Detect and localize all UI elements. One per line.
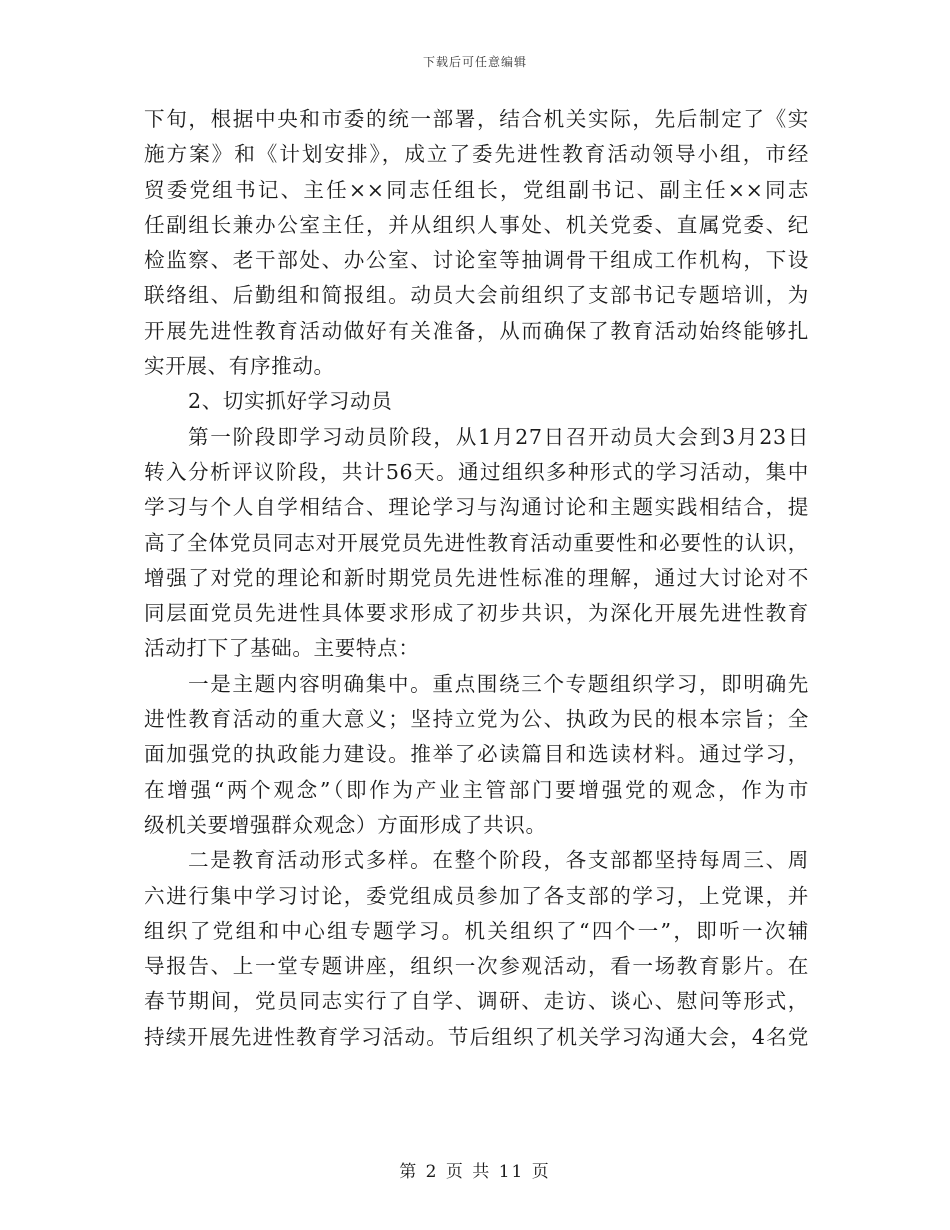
page-number: 第 2 页 共 11 页 — [399, 1162, 551, 1182]
paragraph-line: 面加强党的执政能力建设。推举了必读篇目和选读材料。通过学习， — [144, 742, 809, 767]
paragraph-line: 在增强“两个观念”（即作为产业主管部门要增强党的观念，作为市 — [144, 777, 809, 802]
paragraph-line: 组织了党组和中心组专题学习。机关组织了“四个一”，即听一次辅 — [144, 918, 809, 943]
paragraph-line: 春节期间，党员同志实行了自学、调研、走访、谈心、慰问等形式， — [144, 989, 809, 1014]
paragraph-line: 联络组、后勤组和简报组。动员大会前组织了支部书记专题培训，为 — [144, 283, 809, 308]
paragraph-line: 六进行集中学习讨论，委党组成员参加了各支部的学习，上党课，并 — [144, 883, 809, 908]
paragraph-line: 任副组长兼办公室主任，并从组织人事处、机关党委、直属党委、纪 — [144, 212, 809, 237]
paragraph-line: 检监察、老干部处、办公室、讨论室等抽调骨干组成工作机构，下设 — [144, 248, 809, 273]
paragraph-line: 实开展、有序推动。 — [144, 354, 335, 379]
section-heading: 2、切实抓好学习动员 — [188, 389, 393, 414]
paragraph-line: 开展先进性教育活动做好有关准备，从而确保了教育活动始终能够扎 — [144, 318, 809, 343]
paragraph-line: 高了全体党员同志对开展党员先进性教育活动重要性和必要性的认识， — [144, 530, 809, 555]
paragraph-line: 施方案》和《计划安排》，成立了委先进性教育活动领导小组，市经 — [144, 142, 809, 167]
paragraph-line: 贸委党组书记、主任××同志任组长，党组副书记、副主任××同志 — [144, 177, 809, 202]
paragraph-line: 同层面党员先进性具体要求形成了初步共识，为深化开展先进性教育 — [144, 601, 809, 626]
paragraph-line: 活动打下了基础。主要特点： — [144, 636, 420, 661]
paragraph-line: 进性教育活动的重大意义；坚持立党为公、执政为民的根本宗旨；全 — [144, 707, 809, 732]
paragraph-line: 持续开展先进性教育学习活动。节后组织了机关学习沟通大会，4名党 — [144, 1024, 809, 1049]
paragraph-line: 二是教育活动形式多样。在整个阶段，各支部都坚持每周三、周 — [188, 848, 809, 873]
paragraph-line: 第一阶段即学习动员阶段，从1月27日召开动员大会到3月23日 — [188, 424, 809, 449]
paragraph-line: 一是主题内容明确集中。重点围绕三个专题组织学习，即明确先 — [188, 671, 809, 696]
paragraph-line: 学习与个人自学相结合、理论学习与沟通讨论和主题实践相结合，提 — [144, 495, 809, 520]
paragraph-line: 转入分析评议阶段，共计56天。通过组织多种形式的学习活动，集中 — [144, 459, 809, 484]
paragraph-line: 级机关要增强群众观念）方面形成了共识。 — [144, 812, 547, 837]
paragraph-line: 下旬，根据中央和市委的统一部署，结合机关实际，先后制定了《实 — [144, 107, 809, 131]
paragraph-line: 增强了对党的理论和新时期党员先进性标准的理解，通过大讨论对不 — [144, 565, 809, 590]
page-header: 下载后可任意编辑 — [422, 55, 527, 69]
paragraph-line: 导报告、上一堂专题讲座，组织一次参观活动，看一场教育影片。在 — [144, 954, 809, 979]
document-body — [144, 102, 809, 1055]
